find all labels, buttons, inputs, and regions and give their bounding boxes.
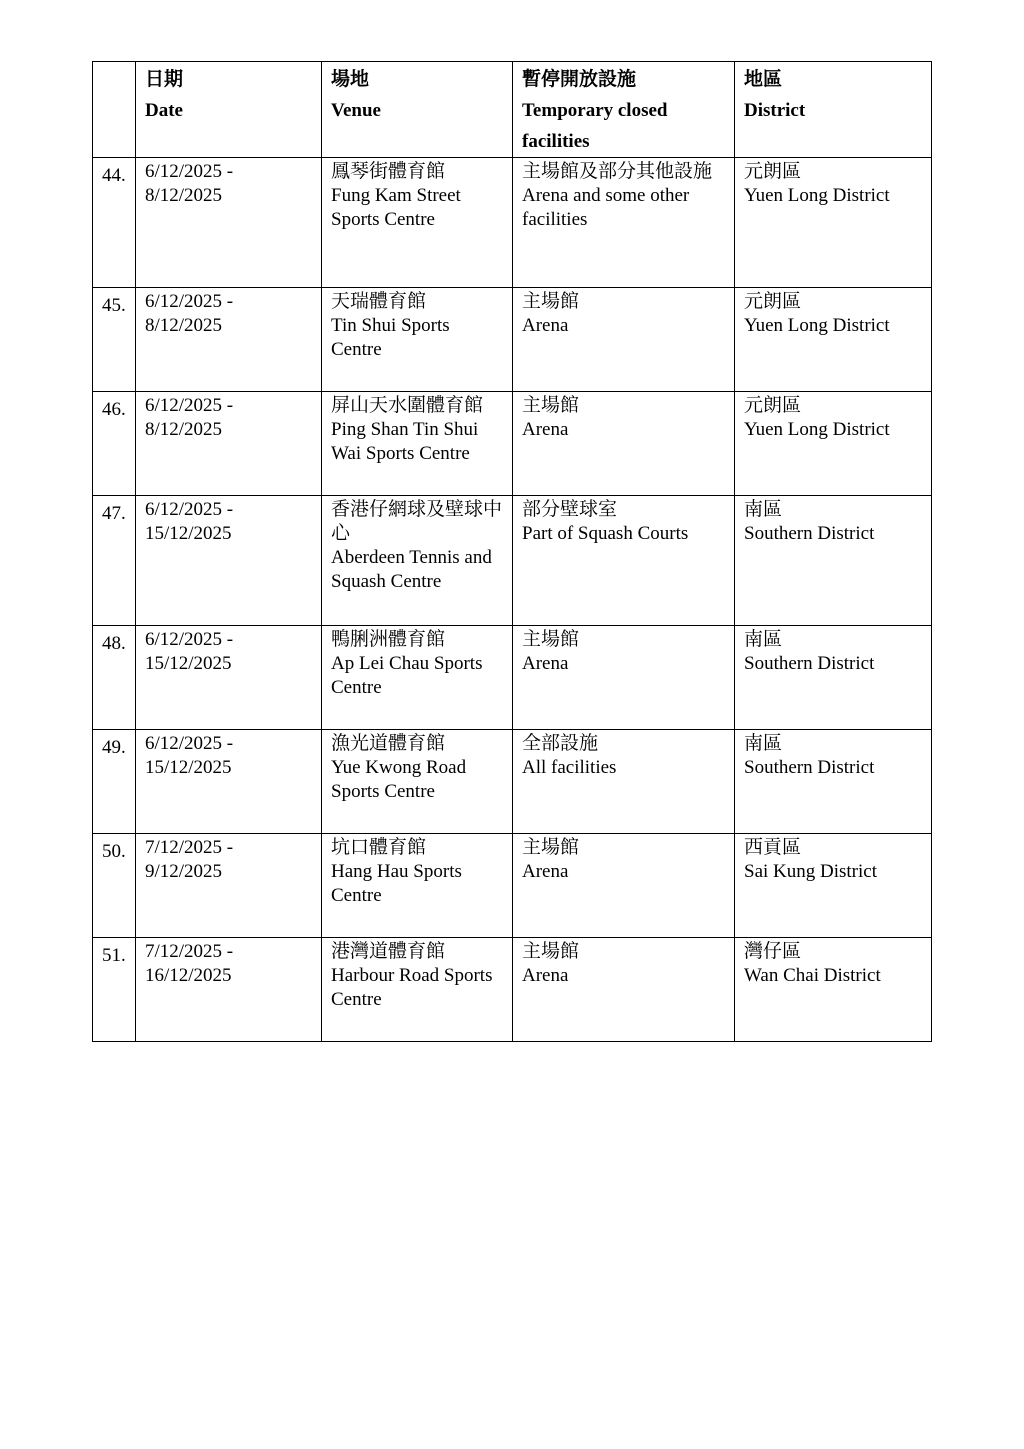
table-row — [93, 938, 932, 1042]
row-district-en: Yuen Long District — [744, 315, 890, 336]
row-district-zh: 元朗區 — [744, 395, 802, 416]
header-district-cell — [735, 62, 932, 158]
row-date-cell — [136, 392, 322, 496]
header-facilities-zh: 暫停開放設施 — [522, 69, 637, 90]
row-venue-en: Harbour Road Sports Centre — [331, 965, 493, 1010]
row-facility-cell — [513, 288, 735, 392]
header-district-en: District — [744, 100, 806, 121]
row-district-cell — [735, 834, 932, 938]
row-date-cell — [136, 730, 322, 834]
table-row — [93, 834, 932, 938]
row-district-en: Southern District — [744, 653, 875, 674]
table-row — [93, 730, 932, 834]
table-row — [93, 158, 932, 288]
row-district-cell — [735, 496, 932, 626]
table-body — [93, 158, 932, 1042]
row-date-cell — [136, 288, 322, 392]
row-facility-en: Arena — [522, 653, 569, 674]
row-date-end: 15/12/2025 — [145, 653, 232, 674]
header-venue-en: Venue — [331, 100, 381, 121]
row-district-zh: 元朗區 — [744, 161, 802, 182]
row-district-en: Yuen Long District — [744, 185, 890, 206]
row-date-start: 6/12/2025 - — [145, 161, 234, 182]
row-facility-en: Arena — [522, 965, 569, 986]
row-date-start: 7/12/2025 - — [145, 837, 234, 858]
row-district-zh: 南區 — [744, 733, 783, 754]
row-venue-zh: 港灣道體育館 — [331, 941, 446, 962]
header-date-cell — [136, 62, 322, 158]
row-date-end: 9/12/2025 — [145, 861, 223, 882]
row-date-end: 8/12/2025 — [145, 185, 223, 206]
row-facility-zh: 主場館 — [522, 291, 580, 312]
row-venue-cell — [322, 288, 513, 392]
row-date-start: 6/12/2025 - — [145, 733, 234, 754]
row-facility-zh: 全部設施 — [522, 733, 599, 754]
header-date-en: Date — [145, 100, 183, 121]
row-district-en: Southern District — [744, 523, 875, 544]
row-district-cell — [735, 158, 932, 288]
row-facility-zh: 主場館 — [522, 629, 580, 650]
row-district-cell — [735, 626, 932, 730]
row-venue-cell — [322, 158, 513, 288]
row-facility-cell — [513, 158, 735, 288]
closure-schedule-table — [92, 61, 932, 1042]
header-venue-cell — [322, 62, 513, 158]
row-district-cell — [735, 392, 932, 496]
row-facility-zh: 主場館 — [522, 395, 580, 416]
row-venue-en: Fung Kam Street Sports Centre — [331, 185, 461, 230]
row-number: 46. — [93, 392, 136, 496]
header-number-cell — [93, 62, 136, 158]
row-venue-zh: 鴨脷洲體育館 — [331, 629, 446, 650]
table-row — [93, 496, 932, 626]
row-date-end: 15/12/2025 — [145, 757, 232, 778]
row-venue-cell — [322, 392, 513, 496]
row-number: 50. — [93, 834, 136, 938]
header-date-zh: 日期 — [145, 69, 184, 90]
header-facilities-en: Temporary closed facilities — [522, 100, 668, 152]
row-number: 49. — [93, 730, 136, 834]
row-venue-cell — [322, 626, 513, 730]
row-venue-en: Yue Kwong Road Sports Centre — [331, 757, 467, 802]
row-facility-cell — [513, 834, 735, 938]
row-venue-zh: 香港仔網球及壁球中心 — [331, 499, 503, 544]
row-date-start: 6/12/2025 - — [145, 629, 234, 650]
row-venue-zh: 漁光道體育館 — [331, 733, 446, 754]
row-facility-zh: 主場館 — [522, 837, 580, 858]
row-district-en: Yuen Long District — [744, 419, 890, 440]
row-facility-cell — [513, 938, 735, 1042]
row-venue-en: Hang Hau Sports Centre — [331, 861, 462, 906]
row-facility-cell — [513, 626, 735, 730]
row-district-en: Wan Chai District — [744, 965, 881, 986]
row-venue-en: Ap Lei Chau Sports Centre — [331, 653, 483, 698]
row-date-start: 7/12/2025 - — [145, 941, 234, 962]
row-date-cell — [136, 938, 322, 1042]
header-row — [93, 62, 932, 158]
row-venue-en: Aberdeen Tennis and Squash Centre — [331, 547, 492, 592]
row-date-cell — [136, 496, 322, 626]
row-district-zh: 西貢區 — [744, 837, 802, 858]
row-facility-en: All facilities — [522, 757, 617, 778]
row-district-en: Southern District — [744, 757, 875, 778]
row-facility-en: Arena and some other facilities — [522, 185, 690, 230]
header-facilities-cell — [513, 62, 735, 158]
row-date-cell — [136, 626, 322, 730]
row-number: 48. — [93, 626, 136, 730]
row-venue-cell — [322, 834, 513, 938]
row-date-end: 16/12/2025 — [145, 965, 232, 986]
row-venue-zh: 屏山天水圍體育館 — [331, 395, 484, 416]
row-district-zh: 灣仔區 — [744, 941, 802, 962]
row-venue-zh: 坑口體育館 — [331, 837, 427, 858]
row-date-end: 15/12/2025 — [145, 523, 232, 544]
header-district-zh: 地區 — [744, 69, 783, 90]
row-venue-cell — [322, 730, 513, 834]
row-number: 47. — [93, 496, 136, 626]
row-district-zh: 元朗區 — [744, 291, 802, 312]
row-number: 45. — [93, 288, 136, 392]
header-venue-zh: 場地 — [331, 69, 370, 90]
row-district-cell — [735, 288, 932, 392]
row-facility-en: Arena — [522, 315, 569, 336]
row-facility-zh: 主場館 — [522, 941, 580, 962]
row-venue-zh: 鳳琴街體育館 — [331, 161, 446, 182]
row-facility-cell — [513, 392, 735, 496]
row-facility-zh: 主場館及部分其他設施 — [522, 161, 713, 182]
row-date-start: 6/12/2025 - — [145, 499, 234, 520]
row-facility-en: Arena — [522, 861, 569, 882]
row-date-end: 8/12/2025 — [145, 419, 223, 440]
row-venue-cell — [322, 938, 513, 1042]
row-number: 44. — [93, 158, 136, 288]
row-date-start: 6/12/2025 - — [145, 395, 234, 416]
row-venue-en: Tin Shui Sports Centre — [331, 315, 450, 360]
row-date-start: 6/12/2025 - — [145, 291, 234, 312]
row-date-end: 8/12/2025 — [145, 315, 223, 336]
row-venue-en: Ping Shan Tin Shui Wai Sports Centre — [331, 419, 479, 464]
row-number: 51. — [93, 938, 136, 1042]
row-district-en: Sai Kung District — [744, 861, 877, 882]
row-district-zh: 南區 — [744, 629, 783, 650]
table-row — [93, 392, 932, 496]
row-facility-en: Part of Squash Courts — [522, 523, 689, 544]
row-facility-zh: 部分壁球室 — [522, 499, 618, 520]
row-date-cell — [136, 834, 322, 938]
row-venue-cell — [322, 496, 513, 626]
row-facility-en: Arena — [522, 419, 569, 440]
row-facility-cell — [513, 496, 735, 626]
table-row — [93, 626, 932, 730]
table-header — [93, 62, 932, 158]
row-date-cell — [136, 158, 322, 288]
row-district-cell — [735, 938, 932, 1042]
table-row — [93, 288, 932, 392]
row-venue-zh: 天瑞體育館 — [331, 291, 427, 312]
row-district-zh: 南區 — [744, 499, 783, 520]
row-facility-cell — [513, 730, 735, 834]
row-district-cell — [735, 730, 932, 834]
